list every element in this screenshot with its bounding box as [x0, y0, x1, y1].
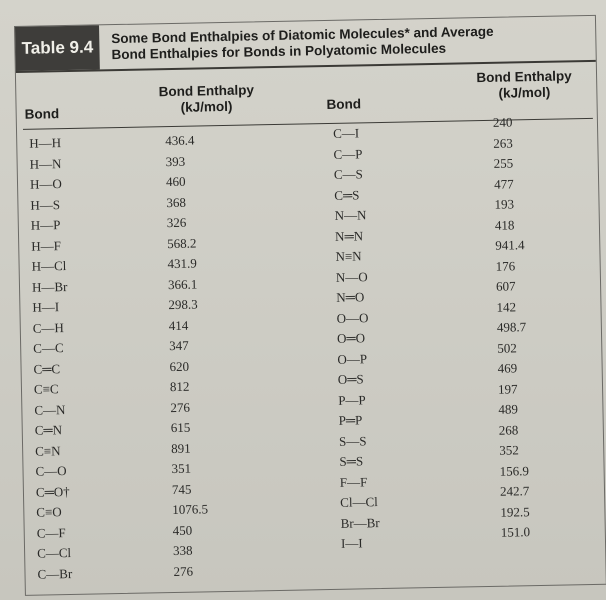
caption-line-2: Bond Enthalpies for Bonds in Polyatomic Molecules: [111, 40, 447, 63]
right-bond-cell-21: I—I: [340, 535, 363, 551]
header-enthalpy-right: [456, 68, 593, 103]
left-value-cell-9: 298.3: [168, 296, 198, 313]
right-value-cell-4: 477: [493, 175, 514, 192]
right-bond-cell-15: P═P: [338, 412, 363, 428]
left-value-cell-14: 276: [170, 399, 190, 415]
left-bond-cell-14: C—N: [34, 401, 66, 418]
left-value-cell-17: 351: [171, 460, 192, 477]
right-bond-cell-4: C═S: [334, 186, 360, 203]
caption-line-1: Some Bond Enthalpies of Diatomic Molecules* and Average: [111, 23, 494, 47]
right-value-cell-10: 142: [496, 298, 517, 315]
table-frame: [14, 15, 606, 596]
header-enthalpy-right-line1: Bond Enthalpy: [476, 68, 572, 86]
left-bond-cell-18: C═O†: [35, 483, 70, 500]
right-bond-cell-6: N═N: [334, 227, 364, 244]
left-bond-cell-15: C═N: [34, 422, 63, 438]
left-value-cell-10: 414: [168, 317, 189, 333]
right-value-cell-7: 941.4: [495, 237, 525, 253]
left-value-cell-4: 368: [166, 194, 187, 210]
left-bond-cell-8: H—Br: [31, 278, 68, 295]
left-bond-cell-22: C—Br: [37, 565, 73, 582]
right-value-cell-19: 242.7: [499, 483, 530, 499]
left-value-cell-21: 338: [172, 542, 193, 559]
right-bond-cell-14: P—P: [338, 391, 366, 408]
right-value-cell-16: 268: [498, 421, 519, 438]
right-bond-cell-3: C—S: [333, 166, 363, 182]
left-value-cell-11: 347: [169, 337, 189, 354]
right-value-cell-18: 156.9: [499, 462, 530, 479]
header-bond-left: Bond: [24, 106, 60, 122]
right-value-cell-20: 192.5: [500, 503, 530, 520]
right-bond-cell-13: O═S: [337, 371, 364, 387]
left-value-cell-16: 891: [170, 440, 191, 456]
left-value-cell-20: 450: [172, 522, 193, 538]
left-value-cell-1: 436.4: [165, 132, 195, 149]
right-bond-cell-20: Br—Br: [340, 514, 380, 531]
left-value-cell-8: 366.1: [167, 276, 198, 292]
header-enthalpy-left-line1: Bond Enthalpy: [158, 82, 255, 100]
right-value-cell-8: 176: [495, 257, 516, 274]
right-value-cell-17: 352: [499, 442, 519, 458]
left-bond-cell-21: C—Cl: [36, 545, 72, 561]
right-value-cell-1: 240: [492, 114, 513, 130]
right-bond-cell-10: O—O: [336, 309, 369, 326]
right-bond-cell-11: O═O: [336, 330, 366, 346]
right-bond-cell-1: C—I: [332, 125, 360, 141]
header-enthalpy-left: [136, 82, 277, 117]
right-value-cell-12: 502: [497, 339, 517, 356]
left-value-cell-12: 620: [169, 358, 190, 374]
right-bond-cell-2: C—P: [333, 145, 363, 162]
right-bond-cell-7: N≡N: [335, 248, 362, 264]
left-bond-cell-1: H—H: [29, 135, 62, 151]
right-value-cell-11: 498.7: [496, 319, 527, 335]
table-number: Table 9.4: [15, 25, 100, 71]
left-bond-cell-10: C—H: [32, 319, 64, 336]
right-bond-cell-9: N═O: [336, 289, 365, 305]
right-bond-cell-16: S—S: [338, 432, 367, 449]
right-value-cell-2: 263: [493, 134, 513, 151]
right-bond-cell-17: S═S: [339, 453, 364, 469]
left-bond-cell-13: C≡C: [33, 381, 59, 397]
header-bond-right: Bond: [326, 96, 362, 113]
left-bond-cell-12: C═C: [33, 360, 61, 377]
left-bond-cell-2: H—N: [29, 155, 62, 172]
table-title-bar: [15, 16, 596, 73]
left-bond-cell-3: H—O: [29, 176, 62, 192]
right-value-cell-5: 193: [494, 196, 515, 212]
right-value-cell-6: 418: [494, 216, 515, 233]
left-bond-cell-7: H—Cl: [31, 258, 67, 274]
left-value-cell-22: 276: [173, 563, 194, 579]
left-value-cell-15: 615: [170, 419, 191, 436]
right-value-cell-13: 469: [497, 360, 518, 376]
left-bond-cell-16: C≡N: [35, 442, 61, 459]
right-value-cell-21: 151.0: [500, 524, 531, 540]
right-bond-cell-5: N—N: [334, 207, 367, 223]
right-value-cell-3: 255: [493, 155, 514, 171]
left-bond-cell-4: H—S: [30, 196, 61, 213]
left-value-cell-7: 431.9: [167, 255, 197, 272]
left-value-cell-3: 460: [165, 173, 186, 190]
right-bond-cell-8: N—O: [335, 268, 368, 285]
left-bond-cell-6: H—F: [31, 237, 61, 254]
right-value-cell-15: 489: [498, 401, 519, 417]
header-enthalpy-right-line2: (kJ/mol): [498, 84, 551, 101]
left-bond-cell-19: C≡O: [36, 504, 62, 520]
right-value-cell-14: 197: [497, 380, 518, 397]
right-bond-cell-19: Cl—Cl: [340, 494, 378, 510]
left-bond-cell-9: H—I: [32, 299, 60, 315]
right-bond-cell-12: O—P: [337, 350, 368, 367]
left-value-cell-18: 745: [171, 481, 192, 497]
left-bond-cell-20: C—F: [36, 524, 66, 541]
left-value-cell-2: 393: [165, 153, 186, 169]
left-value-cell-13: 812: [169, 378, 190, 395]
header-enthalpy-left-line2: (kJ/mol): [180, 98, 233, 115]
left-bond-cell-17: C—O: [35, 463, 67, 479]
left-bond-cell-5: H—P: [30, 217, 61, 233]
left-value-cell-5: 326: [166, 214, 187, 231]
left-value-cell-6: 568.2: [167, 235, 197, 251]
table-caption: [111, 22, 582, 63]
right-bond-cell-18: F—F: [339, 473, 368, 490]
right-value-cell-9: 607: [495, 278, 516, 294]
left-bond-cell-11: C—C: [33, 340, 64, 356]
left-value-cell-19: 1076.5: [172, 501, 209, 518]
